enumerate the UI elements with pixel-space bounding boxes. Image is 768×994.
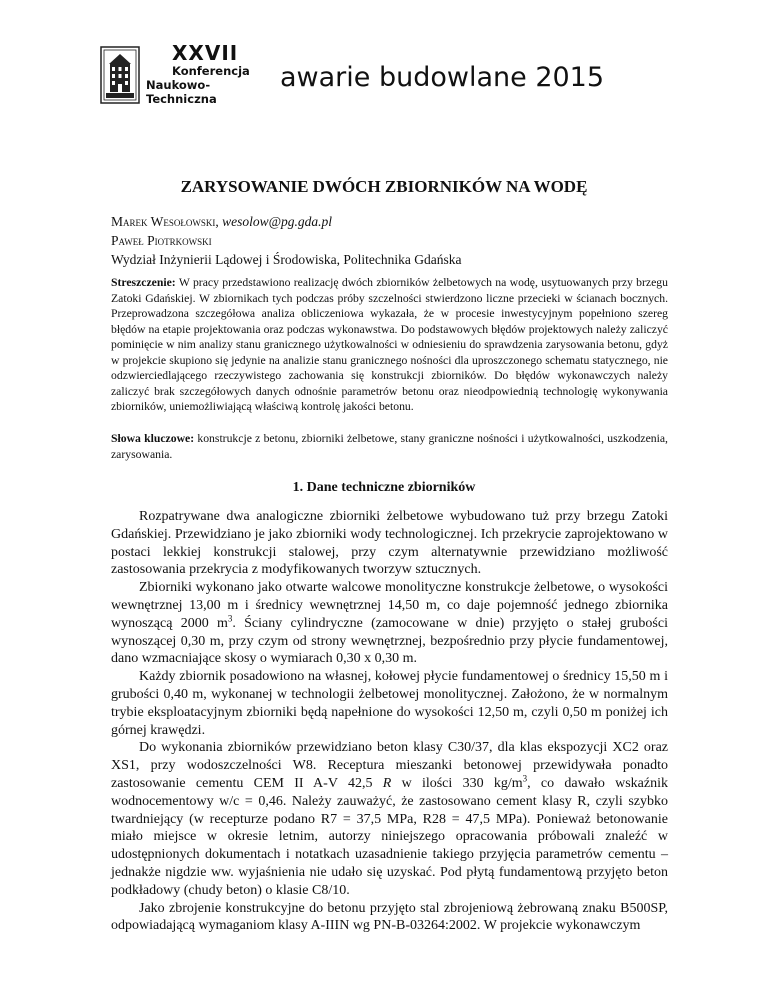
author-1: [111, 212, 671, 231]
paragraph-2-text-a: Zbiorniki wykonano jako otwarte walcowe monolityczne konstrukcje żelbetowe, o wysokości wewnętrznej 13,00 m i średnicy wewnętrznej 14,50 m, co daje pojemność jednego zbiornika wynoszącą 2000 m: [111, 580, 668, 631]
paragraph-4-text-a: Do wykonania zbiorników przewidziano beton klasy C30/37, dla klas ekspozycji XC2 oraz XS1, przy wodoszczelności W8. Receptura mieszanki betonowej przewidywała ponadto zastosowanie cementu CEM II A-V 42,5: [111, 740, 668, 791]
paragraph-2-sup: 3: [227, 613, 233, 624]
keywords: [111, 431, 668, 462]
author-2-name: Paweł Piotrkowski: [111, 233, 212, 248]
paragraph-4: [111, 739, 668, 899]
conference-line2: Naukowo-Techniczna: [146, 78, 217, 106]
conference-logo: [100, 46, 140, 104]
authors-block: [111, 212, 671, 269]
paragraph-4-text-b: w ilości 330 kg/m: [391, 775, 523, 791]
conference-line1: Konferencja: [172, 64, 250, 78]
affiliation: Wydział Inżynierii Lądowej i Środowiska, Politechnika Gdańska: [111, 252, 462, 267]
paper-title: ZARYSOWANIE DWÓCH ZBIORNIKÓW NA WODĘ: [180, 177, 588, 196]
abstract: [111, 275, 668, 415]
keywords-text: konstrukcje z betonu, zbiorniki żelbetowe, stany graniczne nośności i użytkowalności, uszkodzenia, zarysowania.: [111, 432, 668, 461]
conference-label: [146, 42, 266, 106]
paragraph-3: Każdy zbiornik posadowiono na własnej, kołowej płycie fundamentowej o średnicy 15,50 m i grubości 0,40 m, wykonanej w technologii żelbetowej monolitycznej. Założono, że w normalnym trybie eksploatacyjnym zbiorniki będą napełnione do wysokości 12,50 m, czyli 0,50 m poniżej ich górnej krawędzi.: [111, 669, 668, 738]
conference-header: [100, 40, 720, 108]
body-text: [111, 508, 668, 935]
author-1-name: Marek Wesołowski,: [111, 214, 219, 229]
section-heading: 1. Dane techniczne zbiorników: [292, 480, 476, 495]
keywords-label: Słowa kluczowe:: [111, 432, 195, 445]
paragraph-4-text-c: , co dawało wskaźnik wodnocementowy w/c = 0,46. Należy zauważyć, że zastosowano cement klasy R, czyli szybko twardniejący (w recepturze podano R7 = 37,5 MPa, R28 = 47,5 MPa). Ponieważ betonowanie miało miejsce w okresie letnim, autorzy niniejszego opracowania próbowali znaleźć w udostępnionych dokumentach i notatkach uzasadnienie takiego przyjęcia parametrów cementu – jednakże nigdzie ww. wyjaśnienia nie udało się uzyskać. Pod płytą fundamentową przyjęto beton podkładowy (chudy beton) o klasie C8/10.: [111, 775, 668, 898]
abstract-label: Streszczenie:: [111, 276, 176, 289]
abstract-text: W pracy przedstawiono realizację dwóch zbiorników żelbetowych na wodę, usytuowanych przy brzegu Zatoki Gdańskiej. W zbiornikach tych podczas próby szczelności stwierdzono liczne przecieki w ścianach bocznych. Przeprowadzona szczegółowa analiza obliczeniowa wykazała, że w procesie inwestycyjnym popełniono szereg błędów na etapie projektowania oraz podczas wykonawstwa. Do podstawowych błędów projektowych należy zaliczyć pominięcie w nim analizy stanu granicznego użytkowalności w odniesieniu do sprawdzenia zarysowania betonu, gdyż w projekcie skupiono się jedynie na analizie stanu granicznego nośności dla uproszczonego schematu statycznego, nie odzwierciedlającego rzeczywistego zachowania się konstrukcji zbiorników. Do błędów wykonawczych należy zaliczyć brak szczegółowych danych odnośnie parametrów betonu oraz nieodpowiednią technologię wykonywania zbiorników, uniemożliwiającą właściwą kontrolę jakości betonu.: [111, 276, 668, 413]
paragraph-4-cement-class: R: [382, 775, 392, 791]
brand-title: awarie budowlane 2015: [280, 62, 605, 93]
conference-number: XXVII: [172, 41, 239, 65]
paragraph-4-sup: 3: [522, 773, 528, 784]
author-1-email: wesolow@pg.gda.pl: [222, 214, 333, 229]
paragraph-5: Jako zbrojenie konstrukcyjne do betonu przyjęto stal zbrojeniową żebrowaną znaku B500SP, odpowiadającą wymaganiom klasy A-IIIN wg PN-B-03264:2002. W projekcie wykonawczym: [111, 900, 668, 934]
paragraph-2-text-b: . Ściany cylindryczne (zamocowane w dnie) przyjęto o stałej grubości wynoszącej 0,30 m, przy czym od strony wewnętrznej, bezpośrednio przy płycie fundamentowej, dano wzmacniające skosy o wymiarach 0,30 x 0,30 m.: [111, 615, 668, 667]
paragraph-2: [111, 579, 668, 668]
paragraph-1: Rozpatrywane dwa analogiczne zbiorniki żelbetowe wybudowano tuż przy brzegu Zatoki Gdańskiej. Przewidziano je jako zbiorniki wody technologicznej. Ich przekrycie zaprojektowano w postaci lekkiej konstrukcji stalowej, przy czym alternatywnie przewidziano możliwość zastosowania przekrycia z modyfikowanych tworzyw sztucznych.: [111, 509, 668, 578]
